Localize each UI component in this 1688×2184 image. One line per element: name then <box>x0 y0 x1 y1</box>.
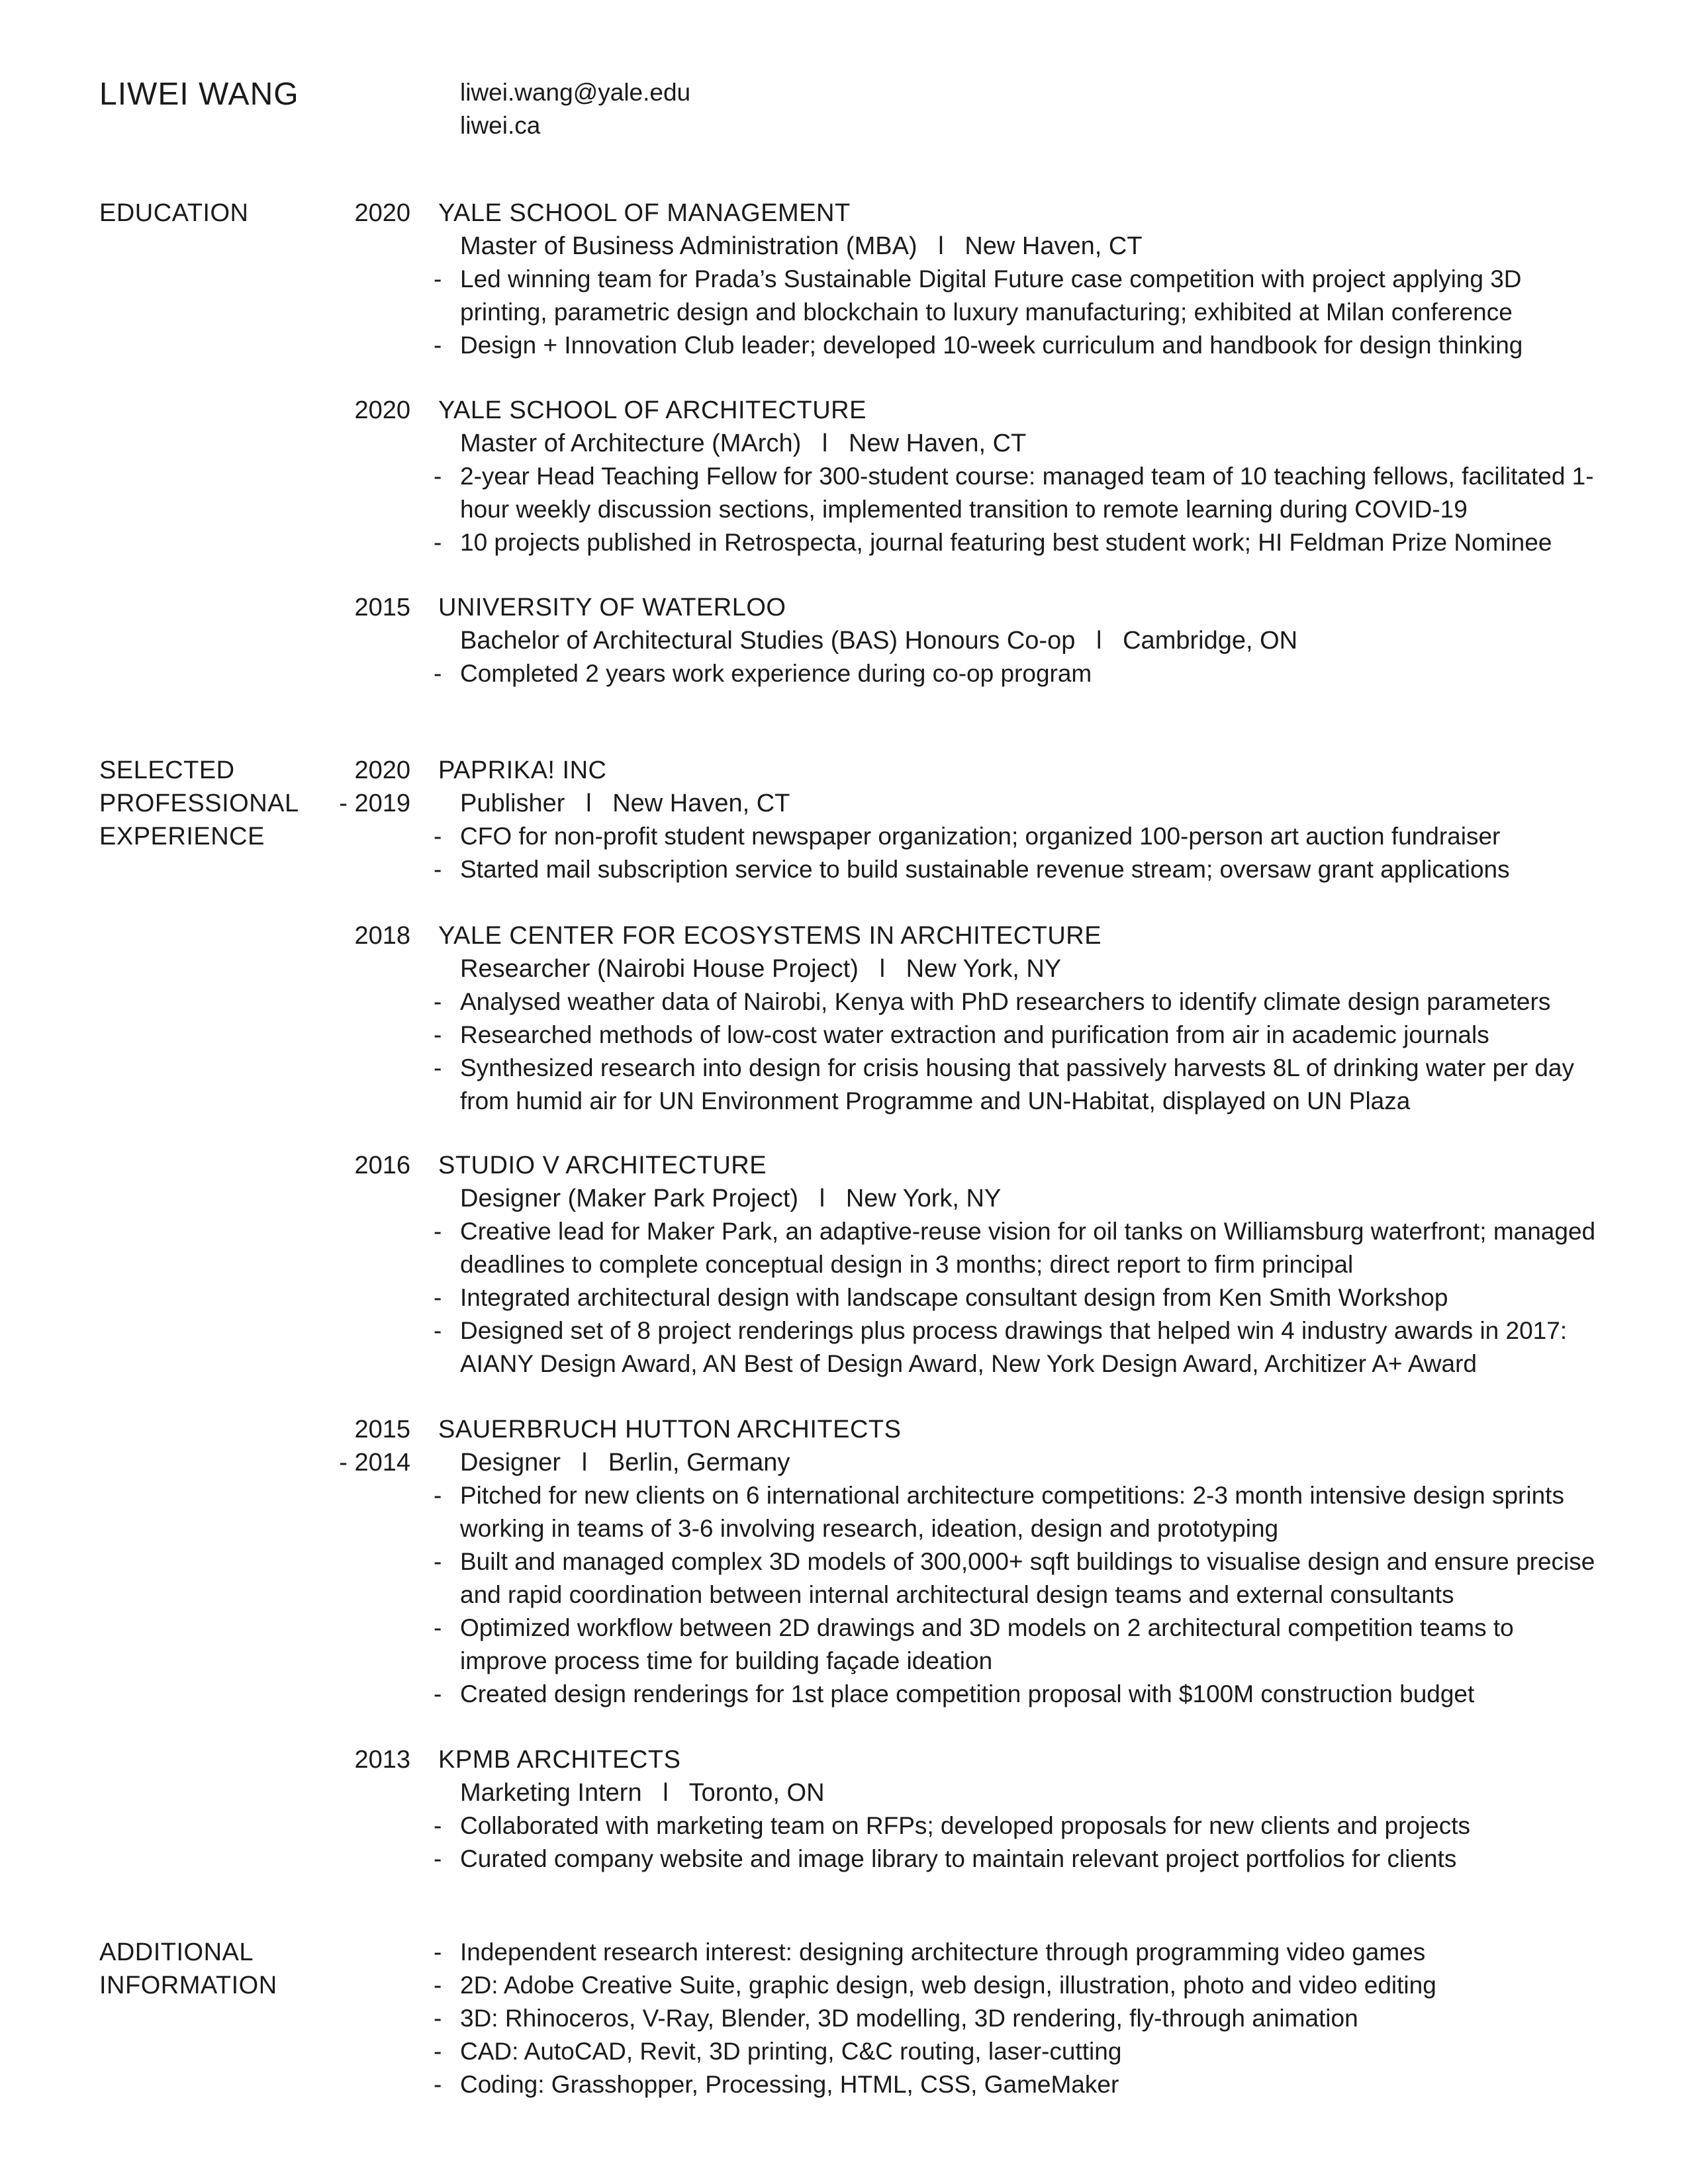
bullet-item: - CAD: AutoCAD, Revit, 3D printing, C&C routing, laser-cutting <box>434 2035 1599 2068</box>
entry-bullets <box>434 657 1599 690</box>
dash-icon: - <box>434 1054 442 1081</box>
bullet-item: - Pitched for new clients on 6 international architecture competitions: 2-3 month intensive design sprints working in teams of 3-6 involving research, ideation, design and prototyping <box>434 1479 1599 1545</box>
dash-icon: - <box>434 1482 442 1509</box>
bullet-item: - 2-year Head Teaching Fellow for 300-student course: managed team of 10 teaching fellows, facilitated 1-hour weekly discussion sections, implemented transition to remote learning during COVID-19 <box>434 460 1599 526</box>
entry-organization: PAPRIKA! INC <box>438 756 607 784</box>
dash-icon: - <box>434 332 442 359</box>
dash-icon: - <box>434 2005 442 2032</box>
dash-icon: - <box>434 265 442 293</box>
section-label-additional: ADDITIONAL INFORMATION <box>99 1938 277 1999</box>
bullet-item: - 3D: Rhinoceros, V-Ray, Blender, 3D modelling, 3D rendering, fly-through animation <box>434 2002 1599 2035</box>
section-label-experience: SELECTED PROFESSIONAL EXPERIENCE <box>99 756 299 850</box>
dash-icon: - <box>434 856 442 883</box>
entry-year: 2020 - 2019 <box>339 756 410 817</box>
dash-icon: - <box>434 1845 442 1872</box>
bullet-item: - Collaborated with marketing team on RFPs; developed proposals for new clients and projects <box>434 1809 1599 1843</box>
dash-icon: - <box>434 660 442 687</box>
dash-icon: - <box>434 1680 442 1707</box>
entry-role: Master of Architecture (MArch) l New Haven, CT <box>460 430 1027 457</box>
entry-organization: STUDIO V ARCHITECTURE <box>438 1152 767 1179</box>
dash-icon: - <box>434 2071 442 2098</box>
entry-bullets <box>434 820 1599 886</box>
bullet-item: - Synthesized research into design for crisis housing that passively harvests 8L of drinking water per day from humid air for UN Environment Programme and UN-Habitat, displayed on UN Plaza <box>434 1052 1599 1118</box>
entry-organization: YALE CENTER FOR ECOSYSTEMS IN ARCHITECTURE <box>438 922 1102 950</box>
entry-role: Researcher (Nairobi House Project) l New York, NY <box>460 955 1062 983</box>
bullet-item: - Optimized workflow between 2D drawings and 3D models on 2 architectural competition teams to improve process time for building façade ideation <box>434 1612 1599 1678</box>
bullet-item: - Independent research interest: designing architecture through programming video games <box>434 1936 1599 1969</box>
bullet-item: - Curated company website and image library to maintain relevant project portfolios for clients <box>434 1843 1599 1876</box>
entry-role: Marketing Intern l Toronto, ON <box>460 1779 825 1807</box>
entry-year: 2020 <box>354 199 410 227</box>
entry-year: 2020 <box>354 396 410 424</box>
entry-organization: SAUERBRUCH HUTTON ARCHITECTS <box>438 1416 902 1443</box>
entry-bullets <box>434 263 1599 362</box>
entry-year: 2015 - 2014 <box>339 1416 410 1477</box>
bullet-item: - 2D: Adobe Creative Suite, graphic design, web design, illustration, photo and video editing <box>434 1969 1599 2002</box>
dash-icon: - <box>434 1812 442 1839</box>
entry-organization: UNIVERSITY OF WATERLOO <box>438 594 786 621</box>
bullet-item: - Researched methods of low-cost water extraction and purification from air in academic journals <box>434 1019 1599 1052</box>
dash-icon: - <box>434 988 442 1015</box>
entry-year: 2016 <box>354 1152 410 1179</box>
bullet-item: - Designed set of 8 project renderings plus process drawings that helped win 4 industry awards in 2017: AIANY Design Award, AN Best of Design Award, New York Design Award, Architizer A+ Award <box>434 1314 1599 1381</box>
entry-organization: YALE SCHOOL OF ARCHITECTURE <box>438 396 867 424</box>
bullet-item: - Design + Innovation Club leader; developed 10-week curriculum and handbook for design thinking <box>434 329 1599 362</box>
dash-icon: - <box>434 1938 442 1966</box>
website-text: liwei.ca <box>460 112 541 139</box>
bullet-item: - Started mail subscription service to build sustainable revenue stream; oversaw grant applications <box>434 853 1599 886</box>
entry-year: 2013 <box>354 1746 410 1774</box>
bullet-item: - CFO for non-profit student newspaper organization; organized 100-person art auction fundraiser <box>434 820 1599 853</box>
entry-role: Bachelor of Architectural Studies (BAS) Honours Co-op l Cambridge, ON <box>460 627 1298 655</box>
entry-year: 2018 <box>354 922 410 950</box>
bullet-item: - Completed 2 years work experience during co-op program <box>434 657 1599 690</box>
bullet-item: - Creative lead for Maker Park, an adaptive-reuse vision for oil tanks on Williamsburg waterfront; managed deadlines to complete conceptual design in 3 months; direct report to firm principal <box>434 1215 1599 1281</box>
dash-icon: - <box>434 1317 442 1344</box>
entry-role: Designer (Maker Park Project) l New York, NY <box>460 1185 1002 1212</box>
bullet-item: - 10 projects published in Retrospecta, journal featuring best student work; HI Feldman Prize Nominee <box>434 526 1599 559</box>
entry-bullets <box>434 985 1599 1118</box>
dash-icon: - <box>434 823 442 850</box>
dash-icon: - <box>434 1218 442 1245</box>
entry-organization: KPMB ARCHITECTS <box>438 1746 681 1774</box>
bullet-item: - Built and managed complex 3D models of 300,000+ sqft buildings to visualise design and ensure precise and rapid coordination between internal architectural design teams and external consultants <box>434 1545 1599 1612</box>
dash-icon: - <box>434 1021 442 1048</box>
additional-bullets <box>434 1936 1599 2101</box>
email-text: liwei.wang@yale.edu <box>460 79 691 106</box>
entry-role: Master of Business Administration (MBA) l New Haven, CT <box>460 232 1143 260</box>
entry-bullets <box>434 1809 1599 1876</box>
dash-icon: - <box>434 1614 442 1641</box>
bullet-item: - Coding: Grasshopper, Processing, HTML, CSS, GameMaker <box>434 2068 1599 2101</box>
candidate-name: LIWEI WANG <box>99 77 299 112</box>
entry-role: Designer l Berlin, Germany <box>460 1449 790 1477</box>
bullet-item: - Led winning team for Prada’s Sustainable Digital Future case competition with project applying 3D printing, parametric design and blockchain to luxury manufacturing; exhibited at Milan conference <box>434 263 1599 329</box>
entry-bullets <box>434 1479 1599 1711</box>
entry-role: Publisher l New Haven, CT <box>460 790 790 817</box>
dash-icon: - <box>434 1284 442 1311</box>
contact-block <box>460 76 690 142</box>
dash-icon: - <box>434 2038 442 2065</box>
dash-icon: - <box>434 463 442 490</box>
entry-organization: YALE SCHOOL OF MANAGEMENT <box>438 199 851 227</box>
section-label-education: EDUCATION <box>99 199 249 227</box>
entry-year: 2015 <box>354 594 410 621</box>
dash-icon: - <box>434 1972 442 1999</box>
bullet-item: - Analysed weather data of Nairobi, Kenya with PhD researchers to identify climate design parameters <box>434 985 1599 1019</box>
entry-bullets <box>434 1215 1599 1381</box>
bullet-item: - Created design renderings for 1st place competition proposal with $100M construction budget <box>434 1678 1599 1711</box>
dash-icon: - <box>434 1548 442 1575</box>
dash-icon: - <box>434 529 442 556</box>
bullet-item: - Integrated architectural design with landscape consultant design from Ken Smith Workshop <box>434 1281 1599 1314</box>
entry-bullets <box>434 460 1599 559</box>
